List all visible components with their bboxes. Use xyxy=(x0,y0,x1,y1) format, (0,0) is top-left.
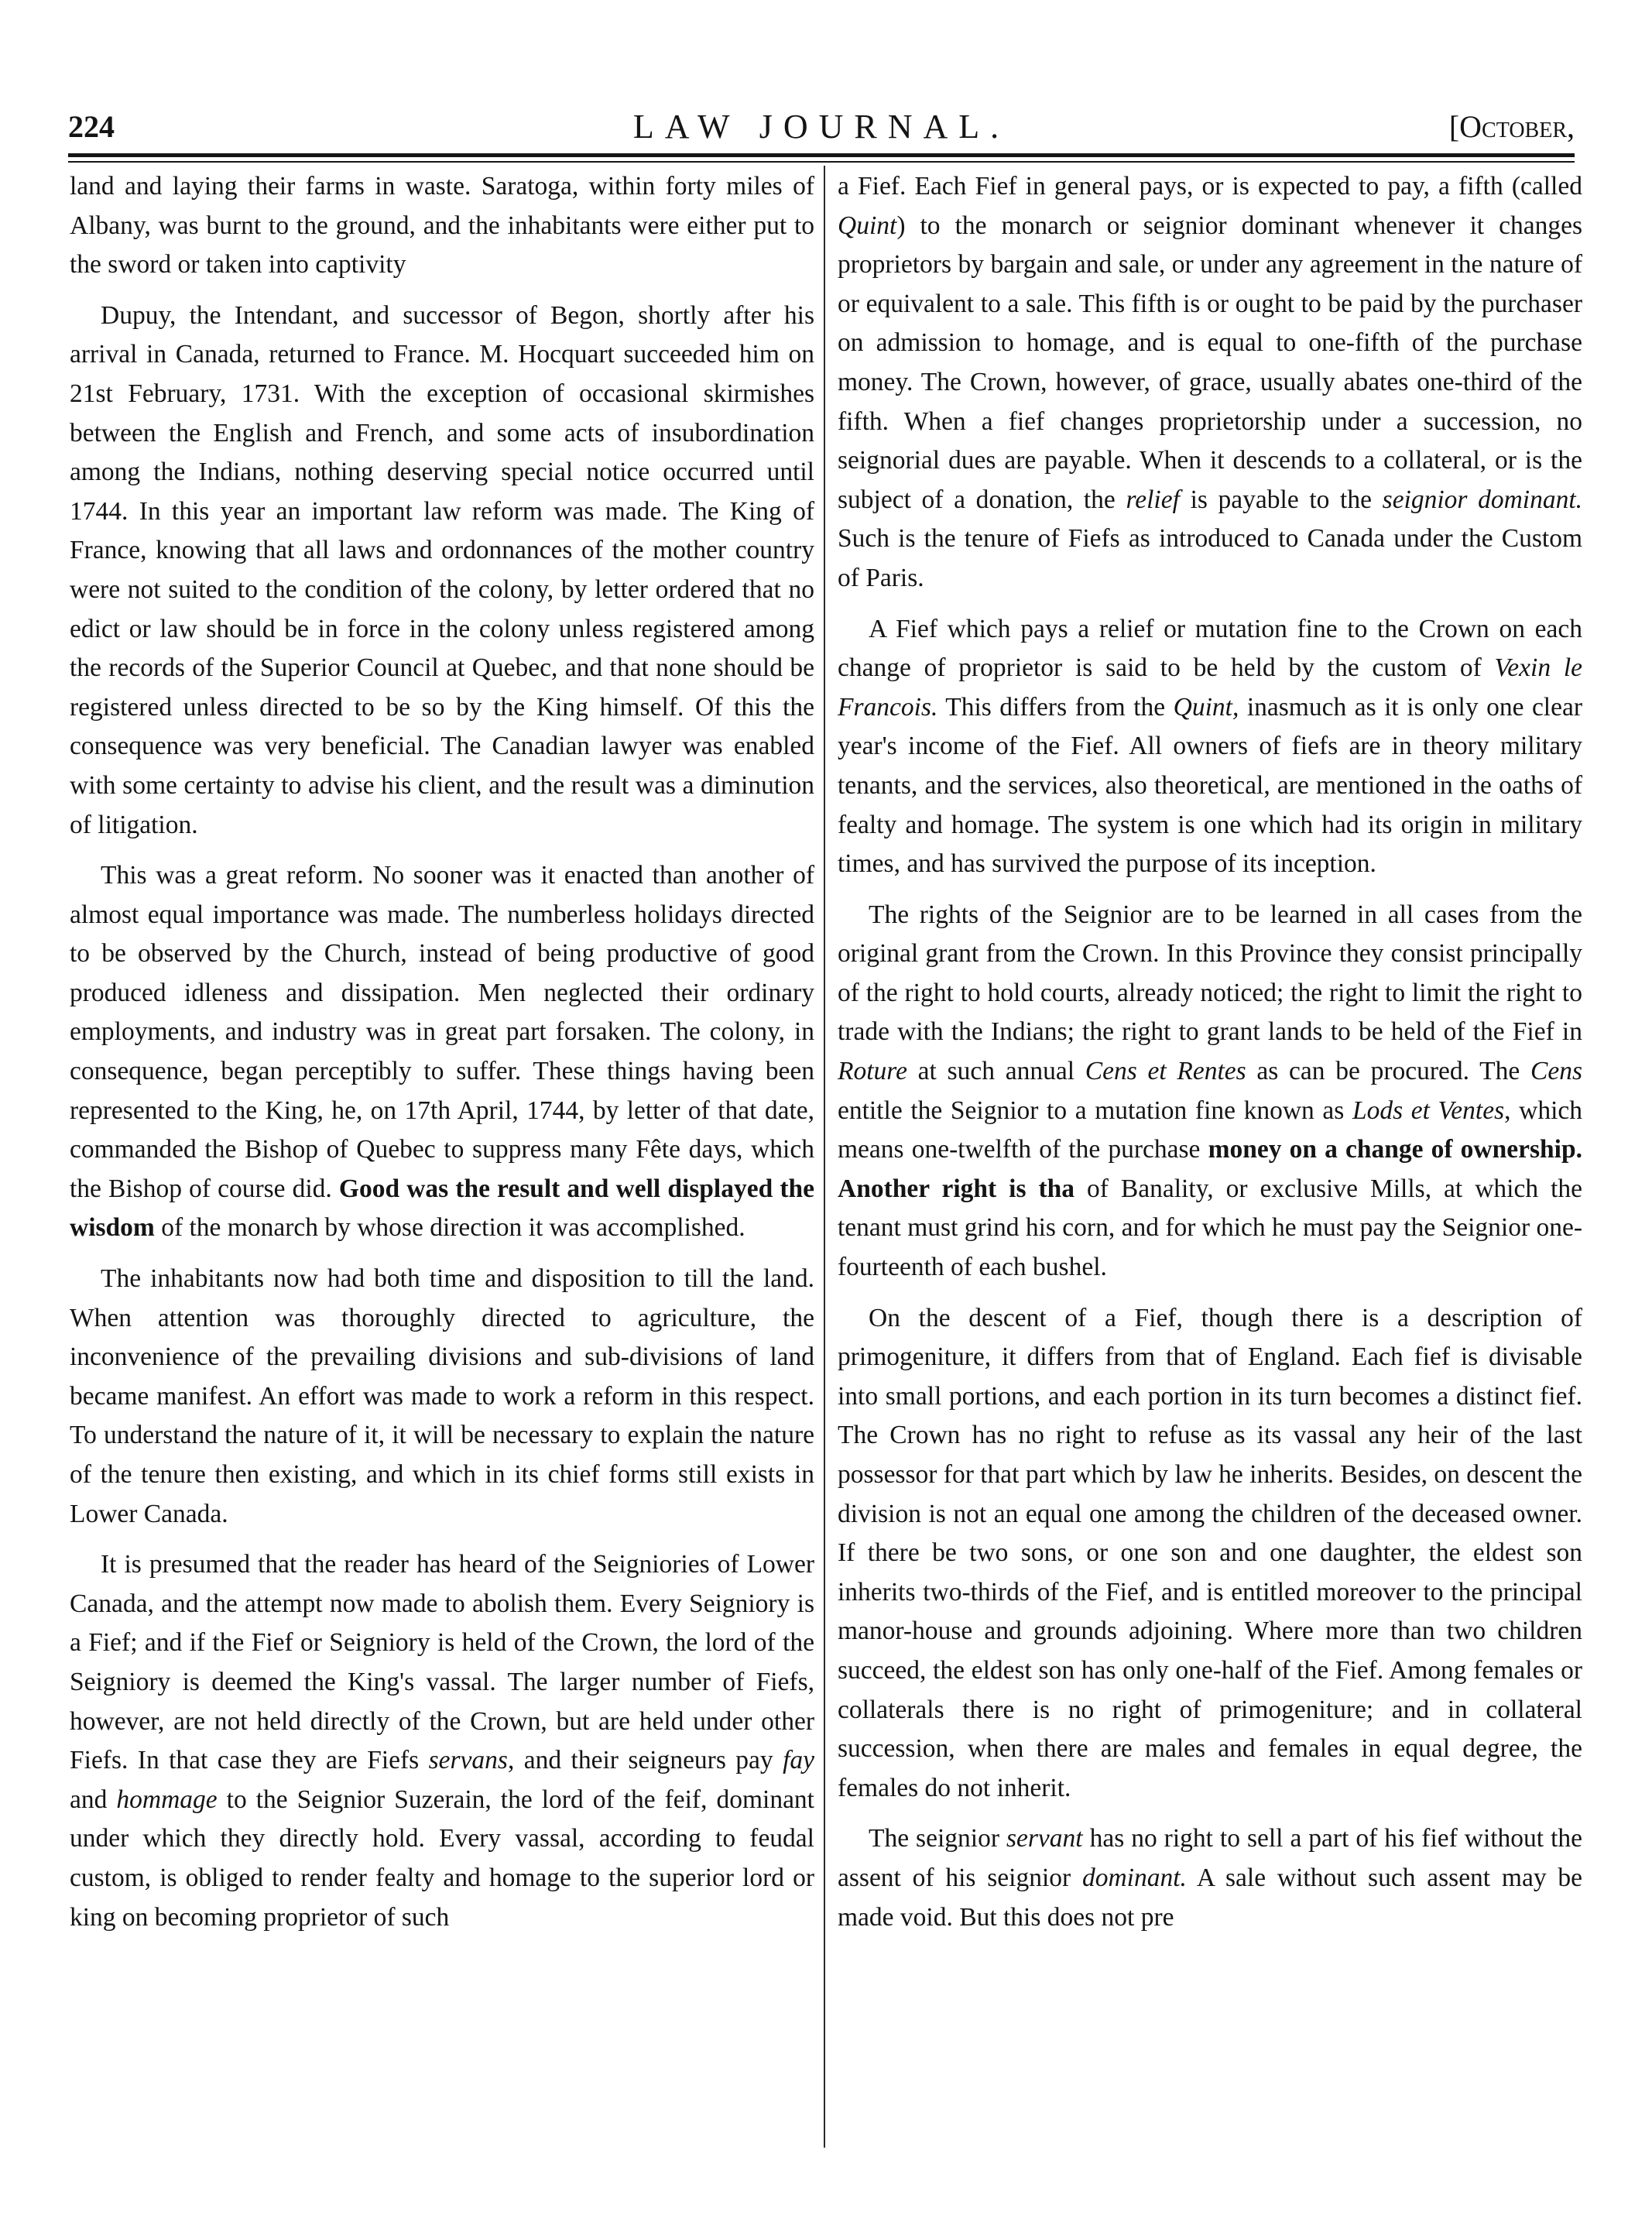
paragraph-text: ) to the monarch or seignior dominant whenever it changes proprietors by bargain and sale, or under any agreement in the nature of or equivalent to a sale. This fifth is or ought to be paid by the purchaser on admission to homage, and is equal to one-fifth of the purchase money. The Crown, however, of grace, usually abates one-third of the fifth. When a fief changes proprietorship under a succession, no seignorial dues are payable. When it descends to a collateral, or is the subject of a donation, the xyxy=(838,211,1582,514)
paragraph-text: Dupuy, the Intendant, and successor of Begon, shortly after his arrival in Canada, returned to France. M. Hocquart succeeded him on 21st February, 1731. With the exception of occasional skirmishes between the English and French, and some acts of insubordination among the Indians, nothing deserving special notice occurred until 1744. In this year an important law reform was made. The King of France, knowing that all laws and ordonnances of the mother country were not suited to the condition of the colony, by letter ordered that no edict or law should be in force in the colony unless registered among the records of the Superior Council at Quebec, and that none should be registered unless directed to be so by the King himself. Of this the consequence was very beneficial. The Canadian lawyer was enabled with some certainty to advise his client, and the result was a diminution of litigation. xyxy=(70,300,814,839)
italic-term: Cens et Rentes xyxy=(1085,1057,1246,1086)
bold-text: Good was the result and well displayed the wisdom xyxy=(70,1174,814,1243)
paragraph-text: entitle the Seignior to a mutation fine known as xyxy=(838,1095,1345,1125)
italic-term: Quint, xyxy=(1173,692,1239,722)
paragraph xyxy=(70,856,814,1248)
header-rule-thin xyxy=(68,161,1575,163)
paragraph-text: inasmuch as it is only one clear year's income of the Fief. All owners of fiefs are in theory military tenants, and the services, also theoretical, are mentioned in the oaths of fealty and homage. The system is one which had its origin in military times, and has survived the purpose of its inception. xyxy=(838,692,1583,879)
paragraph-text: The seignior xyxy=(869,1824,999,1853)
running-head-month: [October, xyxy=(1448,109,1575,144)
italic-term: hommage xyxy=(116,1785,218,1814)
italic-term: Roture xyxy=(838,1057,907,1086)
paragraph-text: to the Seignior Suzerain, the lord of the feif, dominant under which they directly hold. Every vassal, according to feudal custom, is obliged to render fealty and homage to the superior lord or king on becoming proprietor of such xyxy=(70,1785,814,1932)
paragraph-text: at such annual xyxy=(917,1057,1075,1086)
italic-term: seignior dominant. xyxy=(1382,485,1583,514)
paragraph-text: It is presumed that the reader has heard of the Seigniories of Lower Canada, and the attempt now made to abolish them. Every Seigniory is a Fief; and if the Fief or Seigniory is held of the Crown, the lord of the Seigniory is deemed the King's vassal. The larger number of Fiefs, however, are not held directly of the Crown, but are held under other Fiefs. In that case they are Fiefs xyxy=(70,1550,814,1775)
paragraph-text: The rights of the Seignior are to be learned in all cases from the original grant from the Crown. In this Province they consist principally of the right to hold courts, already noticed; the right to limit the right to trade with the Indians; the right to grant lands to be held of the Fief in xyxy=(838,900,1582,1047)
paragraph xyxy=(838,1819,1582,1937)
paragraph-text: land and laying their farms in waste. Saratoga, within forty miles of Albany, was burnt to the ground, and the inhabitants were either put to the sword or taken into captivity xyxy=(70,172,814,279)
italic-term: relief xyxy=(1126,485,1180,514)
paragraph-text: a Fief. Each Fief in general pays, or is expected to pay, a fifth (called xyxy=(838,172,1582,201)
paragraph-text: The inhabitants now had both time and disposition to till the land. When attention was thoroughly directed to agriculture, the inconvenience of the prevailing divisions and sub-divisions of land became manifest. An effort was made to work a reform in this respect. To understand the nature of it, it will be necessary to explain the nature of the tenure then existing, and which in its chief forms still exists in Lower Canada. xyxy=(70,1264,814,1528)
paragraph-text: Such is the tenure of Fiefs as introduced to Canada under the Custom of Paris. xyxy=(838,524,1582,592)
italic-term: fay xyxy=(783,1746,815,1775)
paragraph-text: as can be procured. The xyxy=(1256,1057,1520,1086)
paragraph-text: , which means one-twelfth of the purchase xyxy=(838,1095,1582,1164)
paragraph xyxy=(838,167,1582,598)
paragraph xyxy=(838,610,1582,884)
paragraph xyxy=(838,896,1582,1288)
header-rule-thick xyxy=(68,153,1575,157)
italic-term: dominant. xyxy=(1081,1863,1187,1892)
paragraph-text: of Banality, or exclusive Mills, at which the tenant must grind his corn, and for which he must pay the Seignior one-fourteenth of each bushel. xyxy=(838,1174,1582,1282)
paragraph-text: , and their seigneurs pay xyxy=(507,1746,773,1775)
paragraph-text: This differs from the xyxy=(945,692,1166,722)
italic-term: Vexin le Francois. xyxy=(838,653,1583,722)
journal-title: LAW JOURNAL. xyxy=(632,108,1010,146)
paragraph-text: On the descent of a Fief, though there is a description of primogeniture, it differs from that of England. Each fief is divisable into small portions, and each portion in its turn becomes a distinct fief. The Crown has no right to refuse as its vassal any heir of the last possessor for that part which by law he inherits. Besides, on descent the division is not an equal one among the children of the deceased owner. If there be two sons, or one son and one daughter, the eldest son inherits two-thirds of the Fief, and is entitled moreover to the principal manor-house and grounds adjoining. Where more than two children succeed, the eldest son has only one-half of the Fief. Among females or collaterals there is no right of primogeniture; and in collateral succession, when there are males and females in equal degree, the females do not inherit. xyxy=(838,1303,1582,1802)
column-divider xyxy=(824,166,825,2148)
paragraph-text: and xyxy=(70,1785,108,1814)
paragraph-text: has no right to sell a part of his fief without the assent of his seignior xyxy=(838,1824,1583,1892)
paragraph-text: A sale without such assent may be made void. But this does not pre xyxy=(838,1863,1583,1932)
paragraph xyxy=(70,1260,814,1534)
bold-text: money on a change of ownership. Another right is tha xyxy=(838,1135,1582,1203)
paragraph xyxy=(70,297,814,845)
paragraph xyxy=(70,1545,814,1937)
italic-term: Quint xyxy=(838,211,897,240)
italic-term: Lods et Ventes xyxy=(1352,1095,1505,1125)
paragraph xyxy=(70,167,814,285)
paragraph-text: of the monarch by whose direction it was accomplished. xyxy=(161,1213,745,1243)
paragraph xyxy=(838,1299,1582,1809)
italic-term: servant xyxy=(1006,1824,1083,1853)
italic-term: servans xyxy=(428,1746,508,1775)
left-column xyxy=(70,167,814,1949)
paragraph-text: is payable to the xyxy=(1190,485,1372,514)
right-column xyxy=(838,167,1582,1949)
paragraph-text: This was a great reform. No sooner was it enacted than another of almost equal importance was made. The numberless holidays directed to be observed by the Church, instead of being productive of good produced idleness and dissipation. Men neglected their ordinary employments, and industry was in great part forsaken. The colony, in consequence, began perceptibly to suffer. These things having been represented to the King, he, on 17th April, 1744, by letter of that date, commanded the Bishop of Quebec to suppress many Fête days, which the Bishop of course did. xyxy=(70,861,814,1203)
paragraph-text: A Fief which pays a relief or mutation fine to the Crown on each change of proprietor is said to be held by the custom of xyxy=(838,614,1582,683)
page-header xyxy=(68,98,1575,159)
page-number: 224 xyxy=(68,109,115,144)
italic-term: Cens xyxy=(1530,1057,1582,1086)
